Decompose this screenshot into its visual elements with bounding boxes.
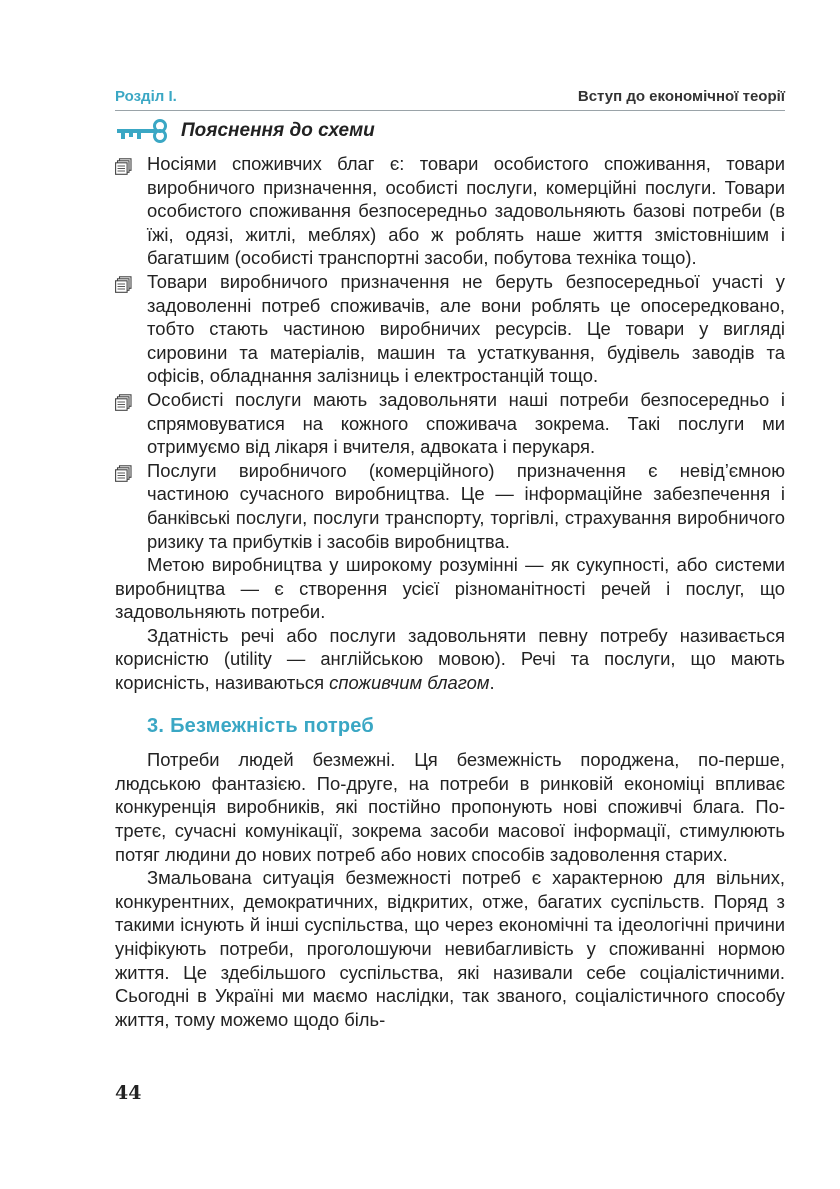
stacked-sheets-icon xyxy=(115,158,132,175)
utility-text: Здатність речі або послуги задовольняти певну потребу називається корисністю (utility — англійською мовою). Речі та послуги, що мають корисність, називаються xyxy=(115,624,785,694)
bullet-text: Послуги виробничого (комерційного) призначення є невід’ємною частиною сучасного виробництва. Це — інформаційне забезпечення і банківські послуги, послуги транспорту, торгівлі, страхування виробничого ризику та прибутків і засобів виробництва. xyxy=(147,459,785,552)
page-number: 44 xyxy=(115,1082,142,1104)
bullet-item xyxy=(115,152,785,270)
key-icon xyxy=(115,119,173,143)
utility-emphasis: споживчим благом xyxy=(329,672,490,694)
section-paragraph: Змальована ситуація безмежності потреб є характерною для вільних, конкурентних, демократичних, відкритих, отже, багатих суспільств. Поряд з такими існують й інші суспільства, що через економічні та ідеологічні причини уніфікують потреби, проголошуючи невибагливість у споживанні нормою життя. Це здебільшого суспільства, які називали себе соціалістичними. Сьогодні в Україні ми маємо наслідки, так званого, соціалістичного способу життя, тому можемо щодо біль- xyxy=(115,867,785,1030)
section-title: Безмежність потреб xyxy=(170,714,374,737)
bullet-item xyxy=(115,459,785,553)
section-heading xyxy=(115,715,785,739)
book-section-title: Вступ до економічної теорії xyxy=(577,88,785,105)
page-body xyxy=(115,152,785,1031)
explanation-heading xyxy=(115,119,375,143)
section-paragraph: Потреби людей безмежні. Ця безмежність породжена, по-перше, людською фантазією. По-друге, на потреби в ринковій економіці впливає конкуренція виробників, які постійно пропонують нові споживчі блага. По-третє, сучасні комунікації, зокрема засоби масової інформації, стимулюють потяг людини до нових потреб або нових способів задоволення старих. xyxy=(115,749,785,865)
stacked-sheets-icon xyxy=(115,465,132,482)
bullet-item xyxy=(115,270,785,388)
utility-end: . xyxy=(489,672,495,694)
bullet-text: Товари виробничого призначення не беруть безпосередньої участі у задоволенні потреб споживачів, але вони роблять це опосередковано, тобто стають частиною виробничих ресурсів. Це товари у вигляді сировини та матеріалів, машин та устаткування, будівель заводів та офісів, обладнання залізниць і електростанцій тощо. xyxy=(147,270,785,387)
running-header xyxy=(115,88,785,111)
paragraph-utility xyxy=(115,624,785,695)
section-number: 3. xyxy=(147,714,165,737)
bullet-text: Носіями споживчих благ є: товари особистого споживання, товари виробничого призначення, особисті послуги, комерційні послуги. Товари особистого споживання безпосередньо задовольняють базові потреби (в їжі, одязі, житлі, меблях) або ж роблять наше життя змістовнішим і багатшим (особисті транспортні засоби, побутова техніка тощо). xyxy=(147,153,785,269)
stacked-sheets-icon xyxy=(115,276,132,293)
stacked-sheets-icon xyxy=(115,394,132,411)
bullet-item xyxy=(115,388,785,459)
explanation-title: Пояснення до схеми xyxy=(181,120,375,141)
chapter-label: Розділ І. xyxy=(115,88,177,105)
bullet-text: Особисті послуги мають задовольняти наші потреби безпосередньо і спрямовуватися на кожного споживача зокрема. Такі послуги ми отримуємо від лікаря і вчителя, адвоката і перукаря. xyxy=(147,388,785,458)
paragraph-goal: Метою виробництва у широкому розумінні — як сукупності, або системи виробництва — є створення усієї різноманітності речей і послуг, що задовольняють потреби. xyxy=(115,554,785,623)
